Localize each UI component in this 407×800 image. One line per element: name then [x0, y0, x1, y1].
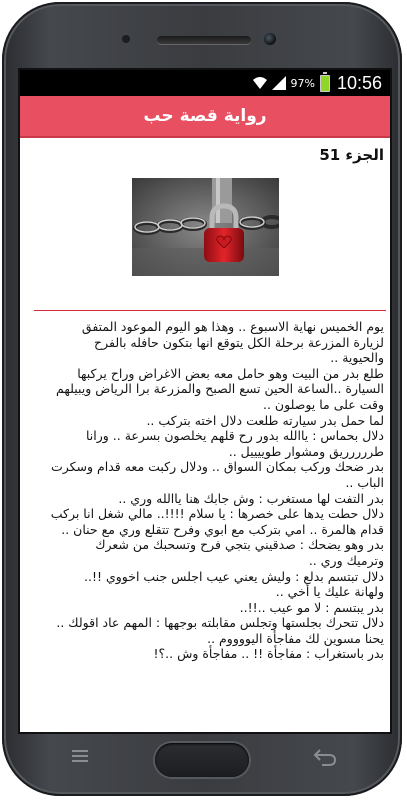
phone-frame	[2, 2, 402, 796]
story-line: الباب ..	[345, 474, 384, 490]
story-text	[24, 319, 384, 662]
story-line: دلال تبتسم بدلع : وليش يعني عيب اجلس جنب اخووي !!..	[84, 568, 384, 584]
clock: 10:56	[336, 72, 382, 93]
story-line: يوم الخميس نهاية الاسبوع .. وهذا هو اليوم الموعود المتفق	[81, 319, 384, 334]
wifi-icon	[253, 76, 267, 90]
phone-bottom-bezel	[2, 732, 402, 796]
story-line: يحنا مسوين لك مفاجأة اليووووم ..	[207, 630, 384, 646]
app-title: رواية قصة حب	[143, 106, 267, 126]
story-line: دلال بحماس : ياالله بدور رح قلهم يخلصون بسرعة .. ورانا	[85, 428, 384, 444]
status-bar	[20, 70, 390, 96]
story-line: طررررريق ومشوار طوييييل ..	[228, 443, 384, 459]
home-button[interactable]	[155, 743, 249, 777]
story-line: بدر باستغراب : مفاجأة !! .. مفاجأة وش ..؟!	[153, 646, 384, 662]
story-line: بدر ضحك وركب بمكان السواق .. ودلال ركبت معه قدام وسكرت	[50, 459, 384, 475]
story-line: دلال تتحرك بجلستها وتجلس مقابلته بوجهها : المهم عاد اقولك ..	[56, 615, 384, 631]
story-line: وقت على ما يوصلون ..	[263, 396, 384, 412]
battery-icon	[320, 75, 330, 92]
battery-percent: 97%	[290, 76, 315, 90]
story-line: وترميك وري ..	[308, 552, 384, 568]
app-title-bar	[20, 96, 390, 138]
story-line: دلال حطت يدها على خصرها : يا سلام !!!!.. مالي شغل انا بركب	[50, 506, 384, 522]
front-camera	[264, 33, 276, 45]
story-line: بدر يبتسم : لا مو عيب ..!!..	[239, 599, 384, 615]
main-content[interactable]	[20, 146, 390, 662]
screen	[20, 70, 390, 732]
padlock-chain-image	[132, 178, 279, 276]
story-line: السيارة ..الساعة الحين تسع الصبح والمزرعة برا الرياض ويبيلهم	[56, 381, 384, 397]
back-key-icon[interactable]	[312, 744, 338, 772]
story-line: قدام هالمرة .. امي بتركب مع ابوي وفرح تتقلع وري مع حنان ..	[61, 521, 384, 537]
content-divider	[34, 310, 386, 311]
story-line: طلع بدر من البيت وهو حامل معه بعض الاغراض وراح يركبها	[77, 365, 384, 381]
earpiece-speaker	[157, 36, 251, 44]
menu-key-icon[interactable]	[68, 744, 92, 772]
story-line: والحيوية ..	[330, 350, 384, 366]
signal-icon	[272, 76, 286, 90]
story-line: لما حمل بدر سيارته طلعت دلال اخته بتركب ..	[146, 412, 384, 428]
story-line: بدر التفت لها مستغرب : وش جابك هنا ياالله وري ..	[118, 490, 384, 506]
story-line: لزيارة المزرعة برحلة الكل يتوقع انها بتكون حافله بالفرح	[94, 334, 384, 350]
chapter-heading: الجزء 51	[319, 146, 384, 164]
story-line: ولهانة عليك يا أخي ..	[275, 584, 384, 600]
phone-top-bezel	[2, 2, 402, 72]
story-line: بدر وهو يضحك : صدقيني بتجي فرح وتسحبك من شعرك	[95, 537, 384, 553]
proximity-sensor	[122, 35, 130, 43]
